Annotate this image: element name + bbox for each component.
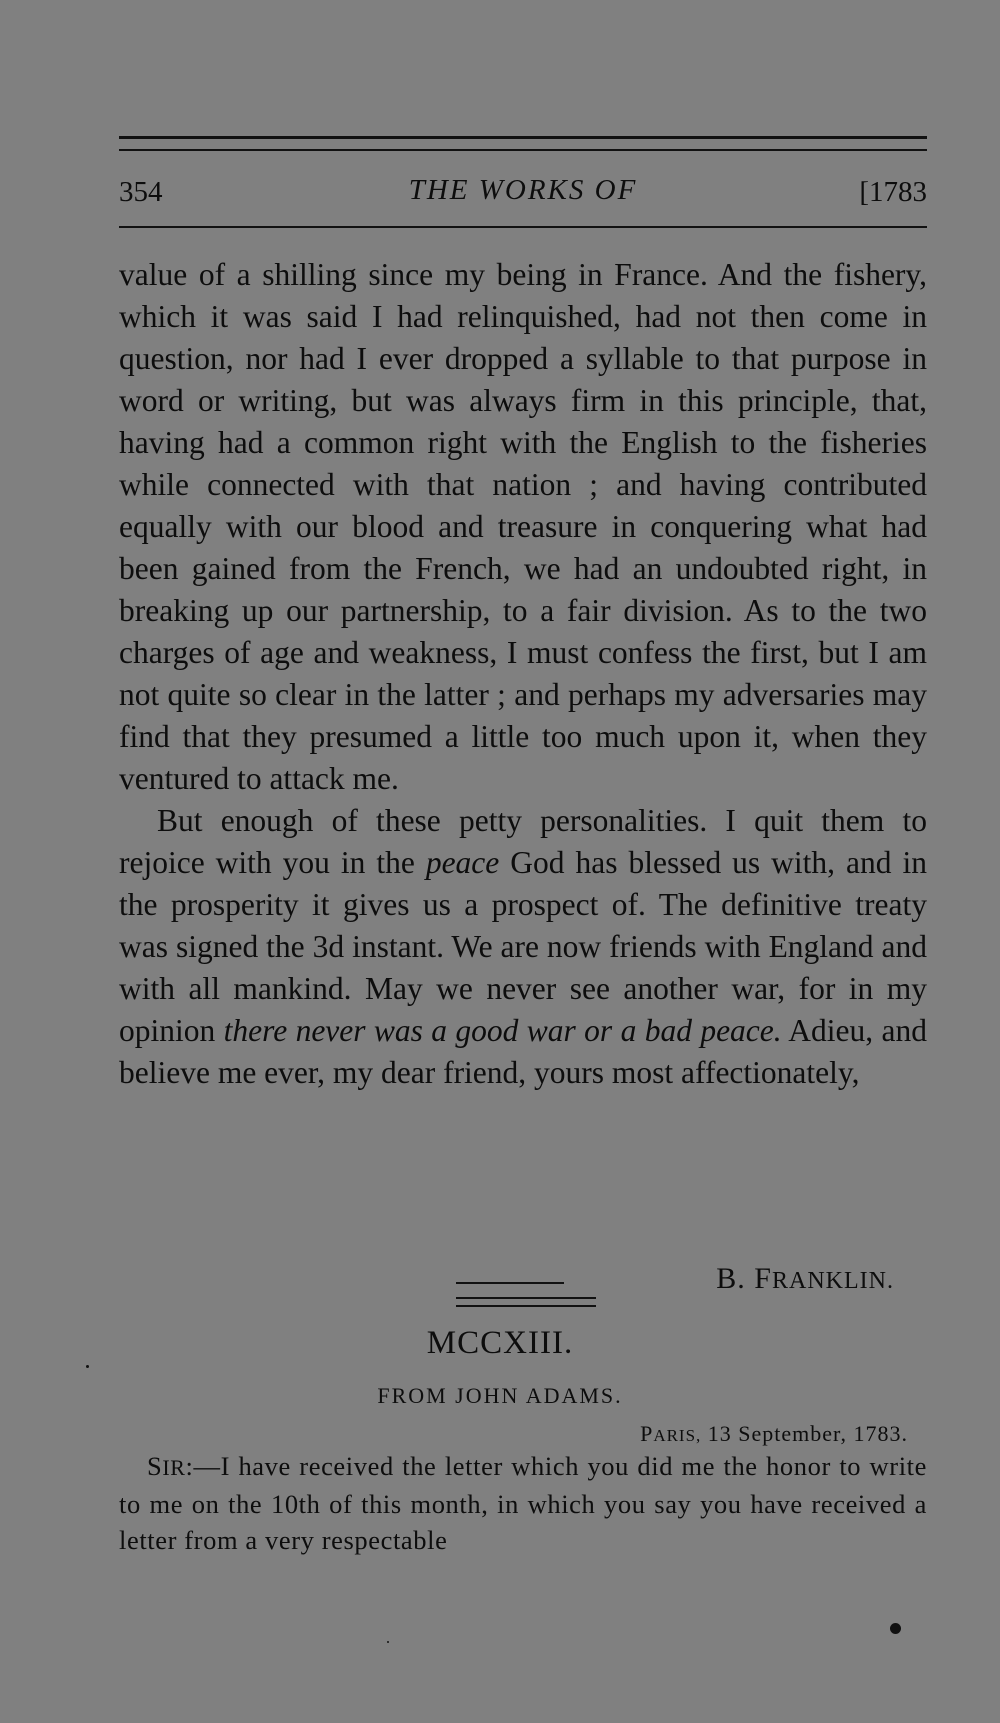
ink-speck xyxy=(86,1365,89,1368)
section-rule-bottom xyxy=(456,1305,596,1307)
paragraph-text: But enough of these petty personalities. I quit them to rejoice with you in the xyxy=(119,803,927,880)
salutation-rest: IR xyxy=(162,1455,186,1480)
running-title: THE WORKS OF xyxy=(408,174,638,206)
header-year: [1783 xyxy=(859,176,927,208)
salutation-initial: S xyxy=(147,1451,163,1481)
paragraph xyxy=(119,1448,927,1558)
dateline-place-rest: ARIS, xyxy=(653,1426,702,1445)
letter-body-text: :—I have received the letter which you did me the honor to write to me on the 10th of this month, in which you say you have received a letter from a very respectable xyxy=(119,1451,927,1555)
signature-rest: RANKLIN. xyxy=(772,1268,894,1294)
top-rule-thin xyxy=(119,149,927,151)
signature-initial: B. F xyxy=(716,1262,772,1295)
signature-line xyxy=(456,1282,564,1284)
paragraph-text: Adieu, and believe me ever, my dear friend, yours most affectionately, xyxy=(119,1013,927,1090)
paragraph-text: God has blessed us with, and in the prosperity it gives us a prospect of. The definitive treaty was signed the 3d instant. We are now friends with England and with all mankind. May we never see another war, for in my opinion xyxy=(119,845,927,1048)
signature xyxy=(0,1262,894,1296)
letter-number: MCCXIII. xyxy=(426,1325,574,1361)
page-number: 354 xyxy=(119,176,163,208)
italic-peace: peace xyxy=(425,845,500,880)
dateline-date: 13 September, 1783. xyxy=(701,1421,908,1446)
letter-from: FROM JOHN ADAMS. xyxy=(377,1383,623,1408)
ink-speck xyxy=(387,1641,389,1643)
page-header xyxy=(119,172,927,212)
letter-body xyxy=(119,1448,927,1558)
dateline-place-initial: P xyxy=(640,1421,654,1446)
header-rule xyxy=(119,226,927,228)
section-rule-top xyxy=(456,1297,596,1299)
italic-quote: there never was a good war or a bad peace. xyxy=(223,1013,782,1048)
top-rule-thick xyxy=(119,136,927,139)
paragraph: value of a shilling since my being in France. And the fishery, which it was said I had relinquished, had not then come in question, nor had I ever dropped a syllable to that purpose in word or writing, but was always firm in this principle, that, having had a common right with the English to the fisheries while connected with that nation ; and having contributed equally with our blood and treasure in conquering what had been gained from the French, we had an undoubted right, in breaking up our partnership, to a fair division. As to the two charges of age and weakness, I must confess the first, but I am not quite so clear in the latter ; and perhaps my adversaries may find that they presumed a little too much upon it, when they ventured to attack me. xyxy=(119,257,927,796)
dateline xyxy=(640,1421,908,1447)
paragraph xyxy=(119,800,927,1094)
ink-speck xyxy=(890,1623,901,1634)
letter-continuation xyxy=(119,254,927,1094)
